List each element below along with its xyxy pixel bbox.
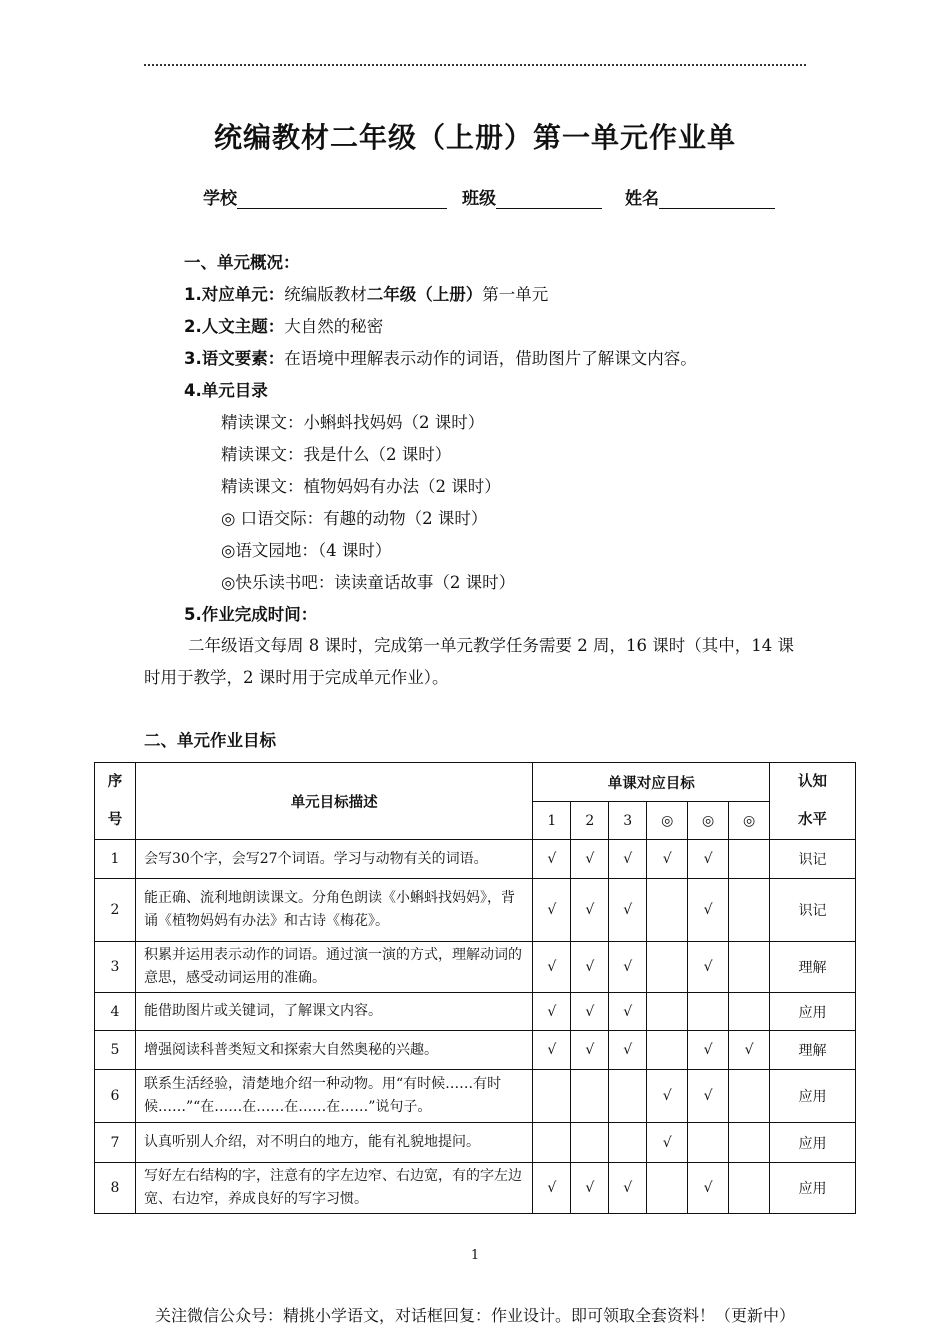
catalog-item: ◎快乐读书吧：读读童话故事（2 课时） bbox=[221, 573, 516, 592]
check-mark: √ bbox=[609, 879, 647, 942]
table-row bbox=[95, 1070, 856, 1123]
check-mark: √ bbox=[729, 1031, 770, 1070]
row-description: 能借助图片或关键词，了解课文内容。 bbox=[135, 993, 532, 1031]
check-mark bbox=[688, 1123, 729, 1163]
row-level: 应用 bbox=[770, 1163, 856, 1214]
check-mark: √ bbox=[688, 879, 729, 942]
check-mark: √ bbox=[533, 993, 571, 1031]
footer-note: 关注微信公众号：精挑小学语文，对话框回复：作业设计。即可领取全套资料！（更新中） bbox=[154, 1306, 795, 1325]
row-level: 识记 bbox=[770, 879, 856, 942]
check-mark bbox=[533, 1070, 571, 1123]
row-description: 写好左右结构的字，注意有的字左边窄、右边宽，有的字左边宽、右边窄，养成良好的写字习惯。 bbox=[135, 1163, 532, 1214]
table-row bbox=[95, 840, 856, 879]
check-mark: √ bbox=[533, 879, 571, 942]
schedule-paragraph: 二年级语文每周 8 课时，完成第一单元教学任务需要 2 周，16 课时（其中，14 课时用于教学，2 课时用于完成单元作业）。 bbox=[144, 636, 794, 687]
header-description: 单元目标描述 bbox=[135, 763, 532, 840]
check-mark: √ bbox=[533, 1163, 571, 1214]
check-mark: √ bbox=[533, 942, 571, 993]
check-mark: √ bbox=[609, 993, 647, 1031]
row-level: 识记 bbox=[770, 840, 856, 879]
check-mark: √ bbox=[609, 942, 647, 993]
check-mark bbox=[729, 993, 770, 1031]
header-lesson-goals: 单课对应目标 bbox=[533, 763, 770, 802]
subcol-header: 3 bbox=[609, 802, 647, 840]
name-field bbox=[625, 184, 775, 209]
check-mark: √ bbox=[533, 840, 571, 879]
row-description: 积累并运用表示动作的词语。通过演一演的方式，理解动词的意思，感受动词运用的准确。 bbox=[135, 942, 532, 993]
class-field bbox=[462, 184, 602, 209]
check-mark: √ bbox=[609, 1163, 647, 1214]
check-mark: √ bbox=[571, 993, 609, 1031]
check-mark bbox=[729, 840, 770, 879]
school-label: 学校 bbox=[203, 189, 237, 209]
check-mark bbox=[729, 1123, 770, 1163]
subcol-header: 2 bbox=[571, 802, 609, 840]
table-row bbox=[95, 942, 856, 993]
check-mark bbox=[647, 1163, 688, 1214]
overview-item-theme bbox=[184, 316, 383, 338]
check-mark: √ bbox=[609, 840, 647, 879]
check-mark: √ bbox=[533, 1031, 571, 1070]
overview-item-elements bbox=[184, 348, 697, 370]
check-mark: √ bbox=[647, 840, 688, 879]
check-mark: √ bbox=[571, 1031, 609, 1070]
row-description: 能正确、流利地朗读课文。分角色朗读《小蝌蚪找妈妈》，背诵《植物妈妈有办法》和古诗《梅花》。 bbox=[135, 879, 532, 942]
check-mark bbox=[571, 1123, 609, 1163]
item1-label: 1.对应单元： bbox=[184, 285, 285, 304]
check-mark bbox=[647, 1031, 688, 1070]
name-label: 姓名 bbox=[625, 189, 659, 209]
section1-heading: 一、单元概况： bbox=[184, 253, 300, 272]
row-number: 3 bbox=[95, 942, 136, 993]
row-number: 6 bbox=[95, 1070, 136, 1123]
unit-goals-table bbox=[94, 762, 856, 1214]
check-mark: √ bbox=[688, 1031, 729, 1070]
header-cognitive-level: 认知 水平 bbox=[770, 763, 856, 840]
table-row bbox=[95, 879, 856, 942]
check-mark bbox=[647, 993, 688, 1031]
table-row bbox=[95, 1123, 856, 1163]
row-level: 理解 bbox=[770, 942, 856, 993]
check-mark: √ bbox=[688, 942, 729, 993]
check-mark bbox=[688, 993, 729, 1031]
check-mark: √ bbox=[647, 1123, 688, 1163]
check-mark: √ bbox=[647, 1070, 688, 1123]
row-number: 5 bbox=[95, 1031, 136, 1070]
subcol-header: ◎ bbox=[647, 802, 688, 840]
catalog-item: 精读课文：植物妈妈有办法（2 课时） bbox=[221, 477, 501, 496]
check-mark: √ bbox=[688, 1163, 729, 1214]
item4-label: 4.单元目录 bbox=[184, 381, 268, 400]
check-mark bbox=[729, 1070, 770, 1123]
check-mark bbox=[729, 942, 770, 993]
row-description: 增强阅读科普类短文和探索大自然奥秘的兴趣。 bbox=[135, 1031, 532, 1070]
row-level: 应用 bbox=[770, 1123, 856, 1163]
name-blank[interactable] bbox=[659, 188, 775, 209]
check-mark: √ bbox=[571, 879, 609, 942]
school-field bbox=[203, 184, 447, 209]
check-mark: √ bbox=[688, 1070, 729, 1123]
item1-value-a: 统编版教材 bbox=[284, 285, 367, 304]
row-number: 7 bbox=[95, 1123, 136, 1163]
check-mark bbox=[609, 1123, 647, 1163]
overview-item-unit bbox=[184, 284, 548, 306]
row-description: 认真听别人介绍，对不明白的地方，能有礼貌地提问。 bbox=[135, 1123, 532, 1163]
check-mark bbox=[729, 879, 770, 942]
row-level: 应用 bbox=[770, 993, 856, 1031]
check-mark bbox=[571, 1070, 609, 1123]
catalog-item: ◎ 口语交际：有趣的动物（2 课时） bbox=[221, 509, 488, 528]
header-seq: 序 号 bbox=[95, 763, 136, 840]
check-mark: √ bbox=[571, 840, 609, 879]
table-header-row bbox=[95, 763, 856, 802]
row-number: 2 bbox=[95, 879, 136, 942]
row-number: 8 bbox=[95, 1163, 136, 1214]
check-mark bbox=[647, 879, 688, 942]
header-dotted-rule bbox=[144, 64, 806, 66]
subcol-header: 1 bbox=[533, 802, 571, 840]
class-label: 班级 bbox=[462, 189, 496, 209]
item2-label: 2.人文主题： bbox=[184, 317, 285, 336]
check-mark bbox=[647, 942, 688, 993]
catalog-item: 精读课文：小蝌蚪找妈妈（2 课时） bbox=[221, 413, 485, 432]
check-mark: √ bbox=[571, 1163, 609, 1214]
school-blank[interactable] bbox=[237, 188, 447, 209]
row-number: 1 bbox=[95, 840, 136, 879]
page-number: 1 bbox=[470, 1248, 480, 1263]
page-title: 统编教材二年级（上册）第一单元作业单 bbox=[213, 121, 736, 154]
item1-value-c: 第一单元 bbox=[482, 285, 549, 304]
subcol-header: ◎ bbox=[688, 802, 729, 840]
check-mark: √ bbox=[571, 942, 609, 993]
item3-label: 3.语文要素： bbox=[184, 349, 285, 368]
table-row bbox=[95, 1031, 856, 1070]
subcol-header: ◎ bbox=[729, 802, 770, 840]
class-blank[interactable] bbox=[496, 188, 602, 209]
row-number: 4 bbox=[95, 993, 136, 1031]
table-row bbox=[95, 993, 856, 1031]
item2-value: 大自然的秘密 bbox=[284, 317, 384, 336]
row-level: 理解 bbox=[770, 1031, 856, 1070]
item5-label: 5.作业完成时间： bbox=[184, 605, 318, 624]
row-level: 应用 bbox=[770, 1070, 856, 1123]
item3-value: 在语境中理解表示动作的词语，借助图片了解课文内容。 bbox=[284, 349, 697, 368]
row-description: 会写30个字，会写27个词语。学习与动物有关的词语。 bbox=[135, 840, 532, 879]
catalog-item: ◎语文园地：（4 课时） bbox=[221, 541, 392, 560]
item1-value-b: 二年级（上册） bbox=[366, 285, 483, 304]
table-row bbox=[95, 1163, 856, 1214]
check-mark bbox=[729, 1163, 770, 1214]
catalog-item: 精读课文：我是什么（2 课时） bbox=[221, 445, 452, 464]
row-description: 联系生活经验，清楚地介绍一种动物。用“有时候……有时候……”“在……在……在……在……”说句子。 bbox=[135, 1070, 532, 1123]
check-mark bbox=[533, 1123, 571, 1163]
check-mark: √ bbox=[609, 1031, 647, 1070]
check-mark bbox=[609, 1070, 647, 1123]
check-mark: √ bbox=[688, 840, 729, 879]
section2-heading: 二、单元作业目标 bbox=[144, 731, 276, 750]
